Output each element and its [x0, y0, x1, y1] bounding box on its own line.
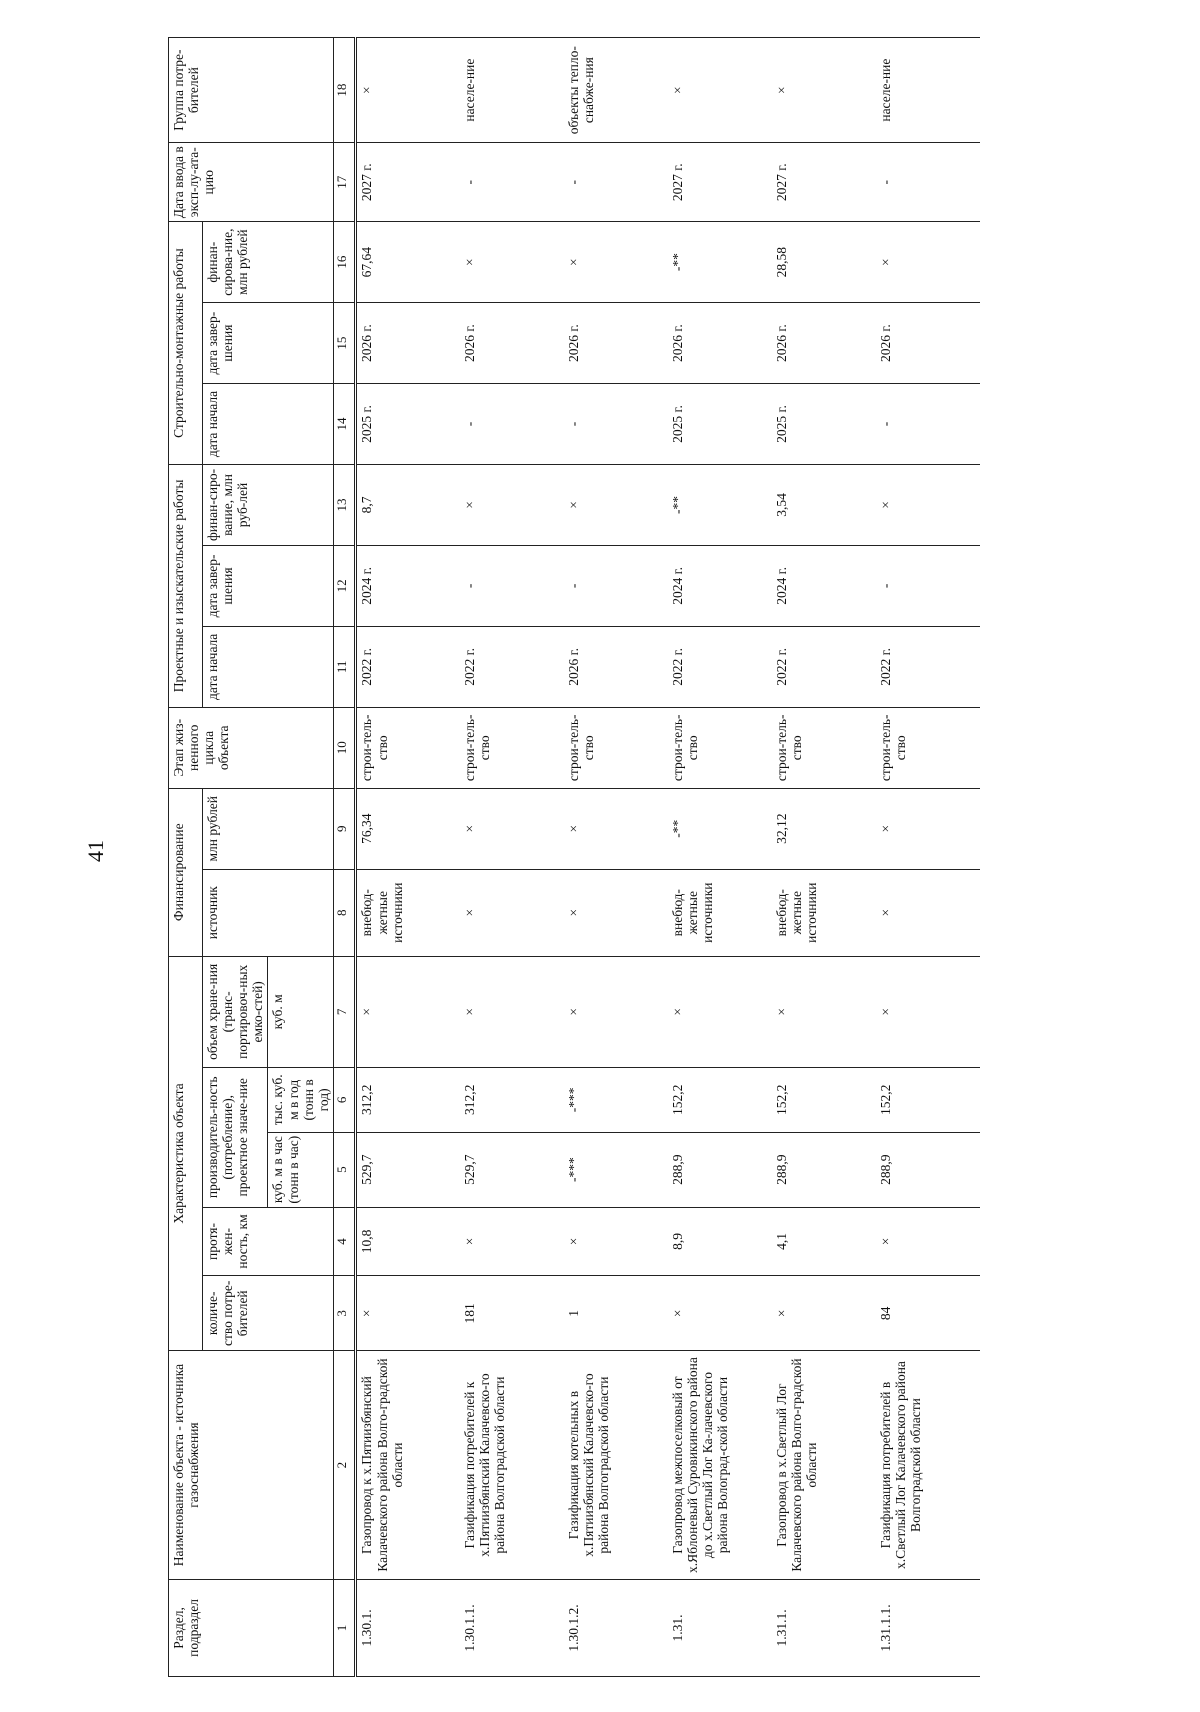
- cell-per-year: 312,2: [356, 1067, 460, 1132]
- cell-commissioning: -: [876, 143, 980, 222]
- cell-construction-financing: -**: [668, 222, 772, 303]
- cell-object-name: Газопровод в х.Светлый Лог Калачевского района Волго-градской области: [772, 1351, 876, 1580]
- col-number: 17: [334, 143, 356, 222]
- header-consumer-group: Группа потре-бителей: [169, 38, 334, 143]
- cell-commissioning: 2027 г.: [772, 143, 876, 222]
- cell-length: 10,8: [356, 1207, 460, 1276]
- col-number: 13: [334, 465, 356, 546]
- cell-consumers-count: ×: [356, 1276, 460, 1351]
- cell-construction-financing: 28,58: [772, 222, 876, 303]
- cell-design-end: -: [460, 545, 564, 626]
- cell-source: внебюд-жетные источники: [772, 869, 876, 956]
- cell-per-hour: 288,9: [876, 1132, 980, 1207]
- cell-source: внебюд-жетные источники: [356, 869, 460, 956]
- cell-section: 1.31.1.: [772, 1579, 876, 1676]
- cell-financing: 32,12: [772, 788, 876, 869]
- cell-section: 1.31.1.1.: [876, 1579, 980, 1676]
- cell-construction-end: 2026 г.: [668, 303, 772, 384]
- cell-lifecycle: строи-тель-ство: [356, 707, 460, 788]
- cell-lifecycle: строи-тель-ство: [564, 707, 668, 788]
- col-number: 7: [334, 956, 356, 1067]
- header-object-name: Наименование объекта - источника газоснабжения: [169, 1351, 334, 1580]
- cell-object-name: Газификация потребителей к х.Пятиизбянский Калачевско-го района Волгоградской области: [460, 1351, 564, 1580]
- cell-source: ×: [460, 869, 564, 956]
- cell-consumer-group: населе-ние: [876, 38, 980, 143]
- cell-object-name: Газопровод к х.Пятиизбянский Калачевского района Волго-градской области: [356, 1351, 460, 1580]
- cell-source: ×: [876, 869, 980, 956]
- cell-consumers-count: ×: [772, 1276, 876, 1351]
- cell-construction-start: 2025 г.: [668, 384, 772, 465]
- cell-per-year: 152,2: [772, 1067, 876, 1132]
- cell-financing: ×: [460, 788, 564, 869]
- table-row: [564, 38, 668, 1677]
- cell-design-financing: ×: [876, 465, 980, 546]
- cell-section: 1.31.: [668, 1579, 772, 1676]
- cell-commissioning: 2027 г.: [668, 143, 772, 222]
- col-number: 9: [334, 788, 356, 869]
- cell-construction-start: -: [876, 384, 980, 465]
- cell-construction-end: 2026 г.: [772, 303, 876, 384]
- col-number: 2: [334, 1351, 356, 1580]
- col-number: 14: [334, 384, 356, 465]
- cell-consumer-group: ×: [772, 38, 876, 143]
- cell-design-start: 2022 г.: [772, 626, 876, 707]
- cell-design-financing: 3,54: [772, 465, 876, 546]
- cell-storage: ×: [772, 956, 876, 1067]
- cell-consumers-count: 84: [876, 1276, 980, 1351]
- cell-financing: 76,34: [356, 788, 460, 869]
- cell-construction-financing: ×: [564, 222, 668, 303]
- col-number: 6: [334, 1067, 356, 1132]
- cell-design-end: 2024 г.: [668, 545, 772, 626]
- header-construction-end: дата завер-шения: [203, 303, 334, 384]
- col-number: 16: [334, 222, 356, 303]
- cell-construction-end: 2026 г.: [564, 303, 668, 384]
- header-construction-works: Строительно-монтажные работы: [169, 222, 203, 465]
- header-construction-financing: финан-сирова-ние, млн рублей: [203, 222, 334, 303]
- header-lifecycle: Этап жиз-ненного цикла объекта: [169, 707, 334, 788]
- cell-per-year: 152,2: [876, 1067, 980, 1132]
- cell-section: 1.30.1.2.: [564, 1579, 668, 1676]
- cell-storage: ×: [564, 956, 668, 1067]
- cell-construction-start: 2025 г.: [356, 384, 460, 465]
- cell-per-hour: 529,7: [460, 1132, 564, 1207]
- table-row: [668, 38, 772, 1677]
- table-row: [772, 38, 876, 1677]
- gas-supply-table: [168, 37, 980, 1677]
- cell-commissioning: 2027 г.: [356, 143, 460, 222]
- table-body: [356, 38, 980, 1677]
- cell-design-start: 2022 г.: [668, 626, 772, 707]
- cell-length: ×: [460, 1207, 564, 1276]
- cell-design-financing: ×: [460, 465, 564, 546]
- cell-design-end: 2024 г.: [356, 545, 460, 626]
- header-per-year: тыс. куб. м в год (тонн в год): [268, 1067, 334, 1132]
- header-financing: Финансирование: [169, 788, 203, 956]
- col-number: 4: [334, 1207, 356, 1276]
- header-section: Раздел, подраздел: [169, 1579, 334, 1676]
- cell-consumers-count: ×: [668, 1276, 772, 1351]
- header-consumers-count: количе-ство потре-бителей: [203, 1276, 334, 1351]
- cell-consumer-group: объекты тепло-снабже-ния: [564, 38, 668, 143]
- cell-commissioning: -: [564, 143, 668, 222]
- cell-length: ×: [876, 1207, 980, 1276]
- cell-design-financing: 8,7: [356, 465, 460, 546]
- cell-construction-start: 2025 г.: [772, 384, 876, 465]
- cell-consumer-group: населе-ние: [460, 38, 564, 143]
- header-construction-start: дата начала: [203, 384, 334, 465]
- cell-construction-financing: ×: [876, 222, 980, 303]
- cell-construction-end: 2026 г.: [460, 303, 564, 384]
- col-number: 1: [334, 1579, 356, 1676]
- header-storage-volume: объем хране-ния (транс-портировоч-ных емко-стей): [203, 956, 268, 1067]
- cell-lifecycle: строи-тель-ство: [772, 707, 876, 788]
- col-number: 8: [334, 869, 356, 956]
- header-design-start: дата начала: [203, 626, 334, 707]
- cell-per-hour: 529,7: [356, 1132, 460, 1207]
- cell-section: 1.30.1.: [356, 1579, 460, 1676]
- header-per-hour: куб. м в час (тонн в час): [268, 1132, 334, 1207]
- header-characteristics: Характеристика объекта: [169, 956, 203, 1351]
- cell-construction-start: -: [564, 384, 668, 465]
- cell-object-name: Газификация потребителей в х.Светлый Лог Калачевского района Волгоградской области: [876, 1351, 980, 1580]
- cell-per-year: 152,2: [668, 1067, 772, 1132]
- cell-section: 1.30.1.1.: [460, 1579, 564, 1676]
- header-capacity: производитель-ность (потребление), проектное значе-ние: [203, 1067, 268, 1207]
- cell-lifecycle: строи-тель-ство: [668, 707, 772, 788]
- cell-design-start: 2022 г.: [356, 626, 460, 707]
- cell-per-hour: -***: [564, 1132, 668, 1207]
- col-number: 11: [334, 626, 356, 707]
- cell-construction-financing: ×: [460, 222, 564, 303]
- cell-storage: ×: [460, 956, 564, 1067]
- cell-financing: -**: [668, 788, 772, 869]
- cell-storage: ×: [876, 956, 980, 1067]
- col-number: 10: [334, 707, 356, 788]
- cell-length: 8,9: [668, 1207, 772, 1276]
- table-row: [460, 38, 564, 1677]
- col-number: 12: [334, 545, 356, 626]
- cell-length: ×: [564, 1207, 668, 1276]
- cell-object-name: Газопровод межпоселковый от х.Яблоневый Суровикинского района до х.Светлый Лог Ка-лачевского района Волоград-ской области: [668, 1351, 772, 1580]
- cell-construction-end: 2026 г.: [876, 303, 980, 384]
- cell-construction-financing: 67,64: [356, 222, 460, 303]
- cell-object-name: Газификация котельных в х.Пятиизбянский Калачевско-го района Волгоградской области: [564, 1351, 668, 1580]
- header-commissioning: Дата ввода в эксп-лу-ата-цию: [169, 143, 334, 222]
- cell-lifecycle: строи-тель-ство: [460, 707, 564, 788]
- col-number: 18: [334, 38, 356, 143]
- cell-design-financing: ×: [564, 465, 668, 546]
- cell-lifecycle: строи-тель-ство: [876, 707, 980, 788]
- cell-storage: ×: [668, 956, 772, 1067]
- cell-design-end: 2024 г.: [772, 545, 876, 626]
- table-row: [356, 38, 460, 1677]
- cell-commissioning: -: [460, 143, 564, 222]
- cell-design-start: 2022 г.: [876, 626, 980, 707]
- cell-source: внебюд-жетные источники: [668, 869, 772, 956]
- col-number: 3: [334, 1276, 356, 1351]
- cell-design-end: -: [876, 545, 980, 626]
- cell-design-start: 2026 г.: [564, 626, 668, 707]
- cell-per-year: -***: [564, 1067, 668, 1132]
- page-number: 41: [83, 840, 108, 862]
- cell-consumers-count: 1: [564, 1276, 668, 1351]
- header-mln-rub: млн рублей: [203, 788, 334, 869]
- col-number: 5: [334, 1132, 356, 1207]
- cell-financing: ×: [564, 788, 668, 869]
- cell-per-hour: 288,9: [668, 1132, 772, 1207]
- cell-per-year: 312,2: [460, 1067, 564, 1132]
- cell-consumer-group: ×: [356, 38, 460, 143]
- cell-financing: ×: [876, 788, 980, 869]
- header-source: источник: [203, 869, 334, 956]
- header-design-end: дата завер-шения: [203, 545, 334, 626]
- cell-design-start: 2022 г.: [460, 626, 564, 707]
- cell-consumers-count: 181: [460, 1276, 564, 1351]
- cell-consumer-group: ×: [668, 38, 772, 143]
- cell-storage: ×: [356, 956, 460, 1067]
- col-number: 15: [334, 303, 356, 384]
- cell-source: ×: [564, 869, 668, 956]
- header-storage-unit: куб. м: [268, 956, 334, 1067]
- cell-construction-start: -: [460, 384, 564, 465]
- rotated-table-area: [168, 37, 1180, 1677]
- table-row: [876, 38, 980, 1677]
- header-length: протя-жен-ность, км: [203, 1207, 334, 1276]
- header-design-works: Проектные и изыскательские работы: [169, 465, 203, 708]
- cell-design-financing: -**: [668, 465, 772, 546]
- cell-length: 4,1: [772, 1207, 876, 1276]
- cell-design-end: -: [564, 545, 668, 626]
- cell-construction-end: 2026 г.: [356, 303, 460, 384]
- cell-per-hour: 288,9: [772, 1132, 876, 1207]
- header-design-financing: финан-сиро-вание, млн руб-лей: [203, 465, 334, 546]
